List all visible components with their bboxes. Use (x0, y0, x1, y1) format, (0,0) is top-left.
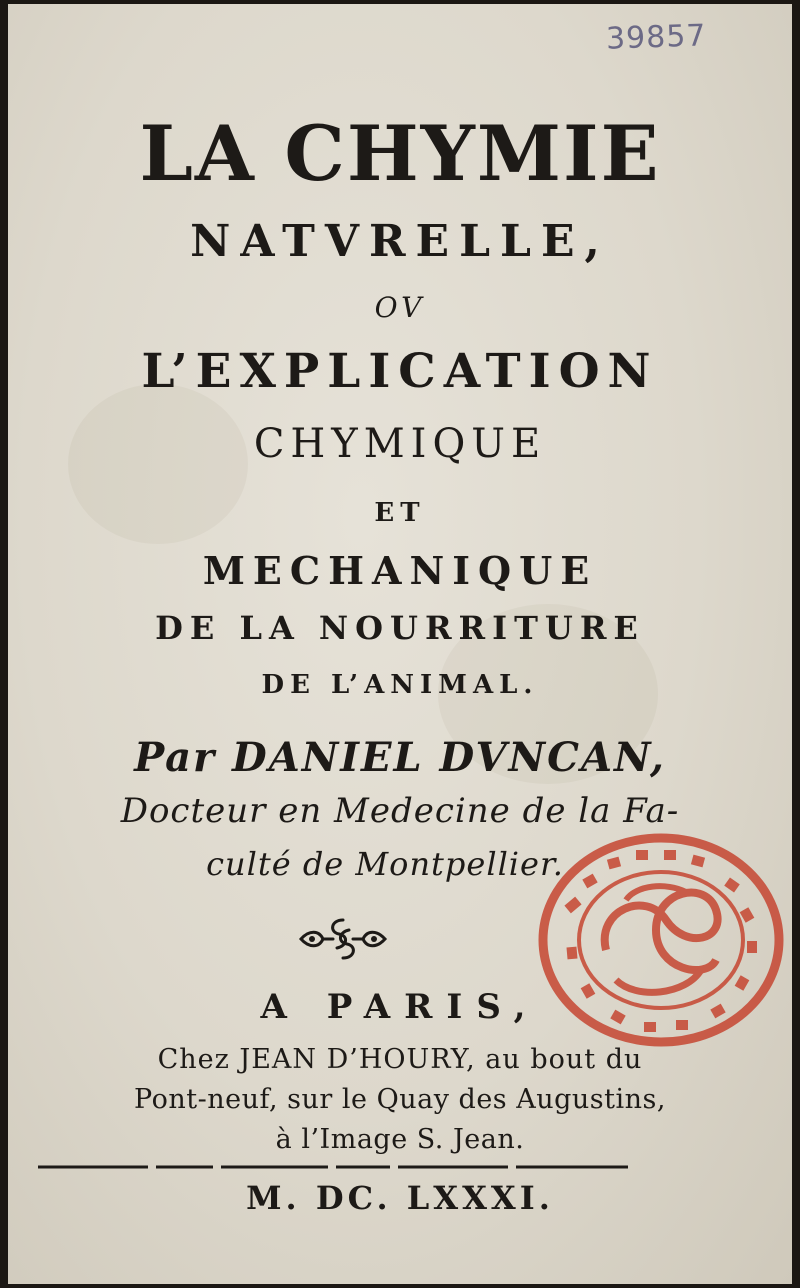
imprint-line-1: Chez JEAN D’HOURY, au bout du (157, 1044, 643, 1075)
title-line-2: NATVRELLE, (190, 216, 610, 267)
decorative-rule (38, 1164, 628, 1170)
author-line-2: Docteur en Medecine de la Fa- (120, 791, 680, 831)
imprint-city: A PARIS, (260, 987, 540, 1027)
title-line-8: DE LA NOURRITURE (155, 609, 645, 647)
author-line-1: Par DANIEL DVNCAN, (134, 734, 666, 781)
library-stamp (536, 830, 786, 1050)
imprint-line-3: à l’Image S. Jean. (275, 1124, 525, 1155)
title-line-3: OV (374, 291, 426, 324)
title-line-4: L’EXPLICATION (141, 344, 659, 399)
shelfmark: 39857 (605, 18, 708, 57)
author-line-3: culté de Montpellier. (206, 845, 564, 883)
title-line-9: DE L’ANIMAL. (261, 670, 539, 700)
title-line-5: CHYMIQUE (253, 421, 547, 467)
title-page (8, 4, 792, 1284)
title-line-7: MECHANIQUE (202, 548, 598, 593)
imprint-date: M. DC. LXXXI. (246, 1179, 554, 1217)
title-line-1: LA CHYMIE (139, 109, 661, 198)
title-line-6: ET (374, 498, 426, 528)
fleuron-ornament (293, 914, 393, 964)
imprint-line-2: Pont-neuf, sur le Quay des Augustins, (134, 1084, 666, 1115)
